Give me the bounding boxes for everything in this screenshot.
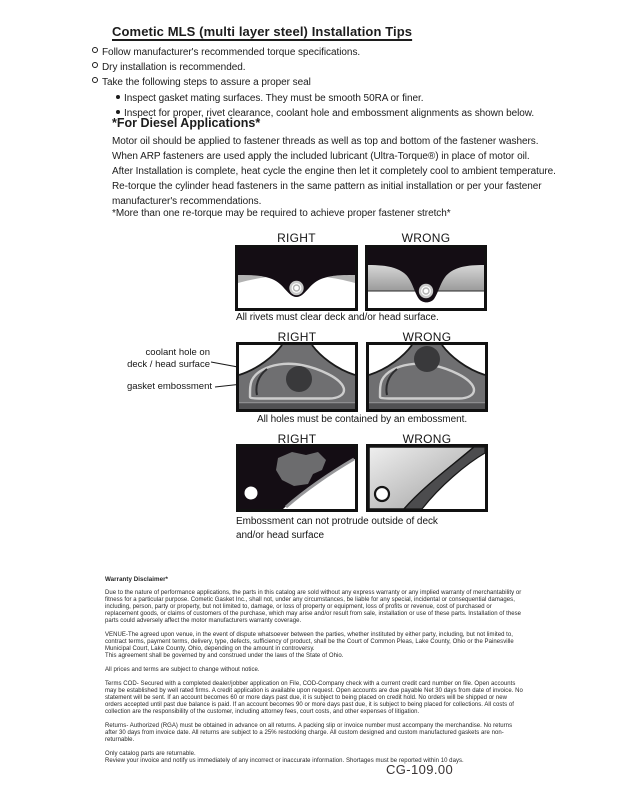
row1-wrong-label: WRONG bbox=[401, 231, 451, 245]
row1-right-label: RIGHT bbox=[277, 231, 316, 245]
disclaimer-paragraph: Terms COD- Secured with a completed dealer/jobber application on File, COD-Company check with a current credit card number on file. Open accounts may be established by well rated firms. A credit application is available upon request. Open accounts are due payable Net 30 days from date of invoice. No statement will be sent. If an account becomes 60 or more days past due, it is subject to being placed on credit hold. No orders will be shipped or new orders accepted until past due balance is paid. If an account becomes 90 or more days past due, it is subject to being placed for collections. All costs of collection are the responsibility of the customer, including attorney fees, court costs, and other expenses of litigation. bbox=[105, 681, 523, 715]
disclaimer-paragraph: This agreement shall be governed by and construed under the laws of the State of Ohio. bbox=[105, 653, 344, 659]
filled-bullet-icon bbox=[116, 110, 120, 114]
list-item-sub bbox=[92, 91, 534, 106]
tip-text: Take the following steps to assure a proper seal bbox=[102, 77, 311, 89]
embossment-right-diagram bbox=[236, 342, 358, 412]
disclaimer-paragraph: Due to the nature of performance applications, the parts in this catalog are sold without any express warranty or any implied warranty of merchantability or fitness for a particular purpose. Cometic Gasket Inc., shall not, under any circumstances, be liable for any special, incidental or consequential damages, including, person, party or property, but not limited to, damage, or loss of property or equipment, loss of profits or revenue, cost of purchased or replacement goods, or claims of customers of the purchase, which may arise and/or result from sale, installation or use of these parts. Installation of these parts could adversely affect the motor manufacturers warranty coverage. bbox=[105, 590, 522, 624]
rivet-right-diagram bbox=[235, 245, 358, 311]
installation-tips-list bbox=[92, 45, 534, 121]
protrusion-right-diagram bbox=[236, 444, 358, 512]
warranty-disclaimer bbox=[105, 576, 523, 765]
row2-caption: All holes must be contained by an embossment. bbox=[256, 414, 468, 425]
list-item bbox=[92, 75, 534, 90]
diesel-paragraph-2: After Installation is complete, heat cycle the engine then let it completely cool to ambient temperature. Re-torque the cylinder head fasteners in the same pattern as initial installation or per your fastener manufacturer's recommendations. bbox=[112, 166, 556, 207]
list-item bbox=[92, 60, 534, 75]
gasket-embossment-label: gasket embossment bbox=[126, 381, 212, 392]
disclaimer-paragraph: Returns- Authorized (RGA) must be obtained in advance on all returns. A packing slip or invoice number must accompany the merchandise. No returns after 30 days from invoice date. All returns are subject to a 25% restocking charge. All custom designed and custom manufactured gaskets are non-returnable. bbox=[105, 723, 513, 743]
tip-text: Inspect gasket mating surfaces. They must be smooth 50RA or finer. bbox=[124, 92, 424, 104]
rivet-wrong-diagram bbox=[365, 245, 487, 311]
disclaimer-paragraph: VENUE-The agreed upon venue, in the event of dispute whatsoever between the parties, whether instituted by either party, including, but not limited to, contract terms, payment terms, delivery, type, defects, sufficiency of product, shall be the Court of Common Pleas, Lake County, Ohio or the Painesville Municipal Court, Lake County, Ohio, depending on the amount in controversy. bbox=[105, 632, 514, 652]
diesel-applications-heading: *For Diesel Applications* bbox=[112, 116, 261, 130]
list-item bbox=[92, 45, 534, 60]
embossment-wrong-diagram bbox=[366, 342, 488, 412]
tip-text: Dry installation is recommended. bbox=[102, 62, 246, 74]
disclaimer-paragraph: Only catalog parts are returnable. bbox=[105, 751, 196, 757]
row2-right-label: RIGHT bbox=[277, 330, 317, 344]
tip-text: Follow manufacturer's recommended torque specifications. bbox=[102, 47, 361, 58]
disclaimer-paragraph: Review your invoice and notify us immediately of any incorrect or inaccurate information. Shortages must be reported within 10 days. bbox=[105, 758, 464, 764]
filled-bullet-icon bbox=[116, 95, 120, 99]
open-bullet-icon bbox=[92, 77, 98, 83]
coolant-hole-label: coolant hole on deck / head surface bbox=[127, 347, 210, 370]
open-bullet-icon bbox=[92, 47, 98, 53]
open-bullet-icon bbox=[92, 62, 98, 68]
row3-caption: Embossment can not protrude outside of deck and/or head surface bbox=[236, 516, 438, 541]
diesel-paragraph-1: Motor oil should be applied to fastener threads as well as top and bottom of the fastener washers. When ARP fasteners are used apply the included lubricant (Ultra-Torque®) in place of motor oil. bbox=[112, 136, 539, 162]
row3-wrong-label: WRONG bbox=[402, 432, 452, 446]
disclaimer-paragraph: All prices and terms are subject to change without notice. bbox=[105, 667, 260, 673]
tip-text: Inspect for proper, rivet clearance, coolant hole and embossment alignments as shown below. bbox=[124, 107, 535, 119]
page-code: CG-109.00 bbox=[386, 762, 454, 777]
page-title: Cometic MLS (multi layer steel) Installation Tips bbox=[112, 24, 413, 39]
row1-caption: All rivets must clear deck and/or head surface. bbox=[236, 312, 439, 323]
row3-right-label: RIGHT bbox=[277, 432, 317, 446]
retorque-note: *More than one re-torque may be required to achieve proper fastener stretch* bbox=[112, 208, 451, 219]
disclaimer-heading: Warranty Disclaimer* bbox=[105, 576, 169, 583]
protrusion-wrong-diagram bbox=[366, 444, 488, 512]
row2-wrong-label: WRONG bbox=[402, 330, 452, 344]
